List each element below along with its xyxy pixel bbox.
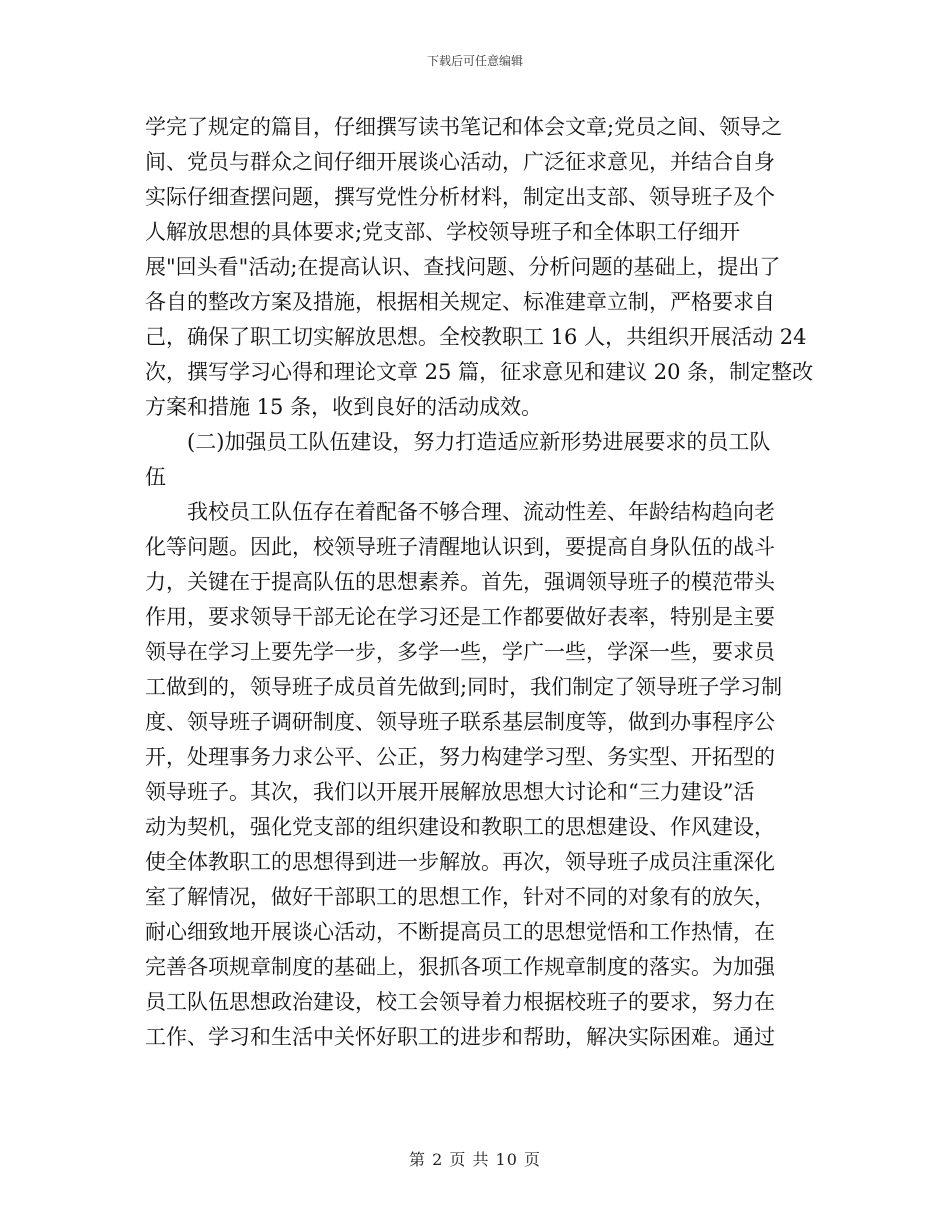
- body-line: 工做到的，领导班子成员首先做到;同时，我们制定了领导班子学习制: [145, 675, 783, 699]
- body-line: 领导在学习上要先学一步，多学一些，学广一些，学深一些，要求员: [145, 640, 775, 664]
- body-line: 使全体教职工的思想得到进一步解放。再次，领导班子成员注重深化: [145, 850, 775, 874]
- body-line: 领导班子。其次，我们以开展开展解放思想大讨论和“三力建设”活: [145, 780, 755, 804]
- page-number-footer: 第 2 页 共 10 页: [409, 1150, 541, 1169]
- body-line: 作用，要求领导干部无论在学习还是工作都要做好表率，特别是主要: [145, 605, 775, 629]
- body-line: 耐心细致地开展谈心活动，不断提高员工的思想觉悟和工作热情，在: [145, 920, 775, 944]
- body-line: 学完了规定的篇目，仔细撰写读书笔记和体会文章;党员之间、领导之: [145, 115, 783, 139]
- body-line: 各自的整改方案及措施，根据相关规定、标准建章立制，严格要求自: [145, 290, 775, 314]
- body-line: 工作、学习和生活中关怀好职工的进步和帮助，解决实际困难。通过: [145, 1025, 775, 1049]
- body-line: 次，撰写学习心得和理论文章 25 篇，征求意见和建议 20 条，制定整改: [145, 360, 814, 384]
- document-body: [145, 110, 815, 1055]
- page-header: 下载后可任意编辑: [426, 54, 523, 68]
- body-line: 度、领导班子调研制度、领导班子联系基层制度等，做到办事程序公: [145, 710, 775, 734]
- body-line: 力，关键在于提高队伍的思想素养。首先，强调领导班子的模范带头: [145, 570, 775, 594]
- body-line: 己，确保了职工切实解放思想。全校教职工 16 人，共组织开展活动 24: [145, 325, 807, 349]
- body-line: 我校员工队伍存在着配备不够合理、流动性差、年龄结构趋向老: [187, 500, 775, 524]
- body-line: 间、党员与群众之间仔细开展谈心活动，广泛征求意见，并结合自身: [145, 150, 775, 174]
- body-line: 动为契机，强化党支部的组织建设和教职工的思想建设、作风建设，: [145, 815, 775, 839]
- body-line: 室了解情况，做好干部职工的思想工作，针对不同的对象有的放矢，: [145, 885, 775, 909]
- body-line: 实际仔细查摆问题，撰写党性分析材料，制定出支部、领导班子及个: [145, 185, 775, 209]
- body-line: 人解放思想的具体要求;党支部、学校领导班子和全体职工仔细开: [145, 220, 741, 244]
- body-line: 化等问题。因此，校领导班子清醒地认识到，要提高自身队伍的战斗: [145, 535, 775, 559]
- body-line: 开，处理事务力求公平、公正，努力构建学习型、务实型、开拓型的: [145, 745, 775, 769]
- body-line: 完善各项规章制度的基础上，狠抓各项工作规章制度的落实。为加强: [145, 955, 775, 979]
- body-line: 方案和措施 15 条，收到良好的活动成效。: [145, 395, 543, 419]
- body-line: 展"回头看"活动;在提高认识、查找问题、分析问题的基础上，提出了: [145, 255, 781, 279]
- section-heading-line: (二)加强员工队伍建设，努力打造适应新形势进展要求的员工队: [187, 430, 771, 454]
- body-line: 员工队伍思想政治建设，校工会领导着力根据校班子的要求，努力在: [145, 990, 775, 1014]
- section-heading-line: 伍: [145, 465, 166, 489]
